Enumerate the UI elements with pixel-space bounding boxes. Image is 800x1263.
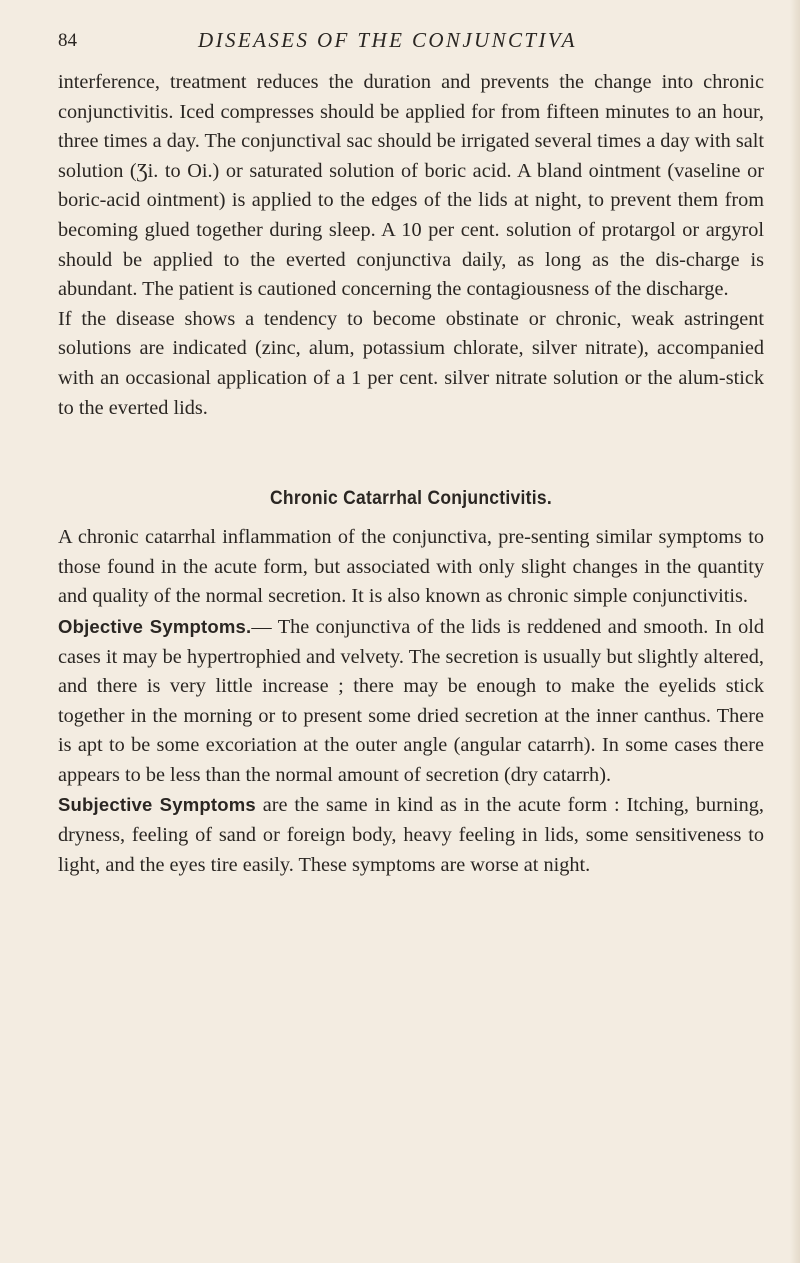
running-head <box>58 24 764 60</box>
objective-symptoms-lead: Objective Symptoms. <box>58 615 252 637</box>
paragraph-obstinate-cases: If the disease shows a tendency to become obstinate or chronic, weak astringent solutions are indicated (zinc, alum, potassium chlorate, silver nitrate), accompanied with an occasional application of a 1 per cent. silver nitrate solution or the alum-stick to the everted lids. <box>58 307 764 419</box>
running-title: DISEASES OF THE CONJUNCTIVA <box>198 28 577 52</box>
book-page <box>58 24 764 880</box>
section-heading: Chronic Catarrhal Conjunctivitis. <box>269 488 553 510</box>
paragraph-objective-symptoms <box>58 612 764 791</box>
subjective-symptoms-lead: Subjective Symptoms <box>58 794 256 816</box>
paragraph-subjective-symptoms <box>58 790 764 880</box>
page-edge-shadow <box>790 0 800 1263</box>
objective-symptoms-text: — The conjunctiva of the lids is reddened and smooth. In old cases it may be hypertrophied and velvety. The secretion is usually but slightly altered, and there is very little increase ; there may be enough to make the eyelids stick together in the morning or to present some dried secretion at the inner canthus. There is apt to be some excoriation at the outer angle (angular catarrh). In some cases there appears to be less than the normal amount of secretion (dry catarrh). <box>58 615 764 786</box>
subjective-symptoms-text: are the same in kind as in the acute form : Itching, burning, dryness, feeling of sand or foreign body, heavy feeling in lids, some sensitiveness to light, and the eyes tire easily. These symptoms are worse at night. <box>58 794 764 876</box>
paragraph-definition: A chronic catarrhal inflammation of the conjunctiva, pre-senting similar symptoms to those found in the acute form, but associated with only slight changes in the quantity and quality of the normal secretion. It is also known as chronic simple conjunctivitis. <box>58 526 764 608</box>
paragraph-treatment: interference, treatment reduces the duration and prevents the change into chronic conjunctivitis. Iced compresses should be applied for from fifteen minutes to an hour, three times a day. The conjunctival sac should be irrigated several times a day with salt solution (Ʒi. to Oi.) or saturated solution of boric acid. A bland ointment (vaseline or boric-acid ointment) is applied to the edges of the lids at night, to prevent them from becoming glued together during sleep. A 10 per cent. solution of protargol or argyrol should be applied to the everted conjunctiva daily, as long as the dis-charge is abundant. The patient is cautioned concerning the contagiousness of the discharge. <box>58 71 764 301</box>
page-number: 84 <box>58 30 77 51</box>
